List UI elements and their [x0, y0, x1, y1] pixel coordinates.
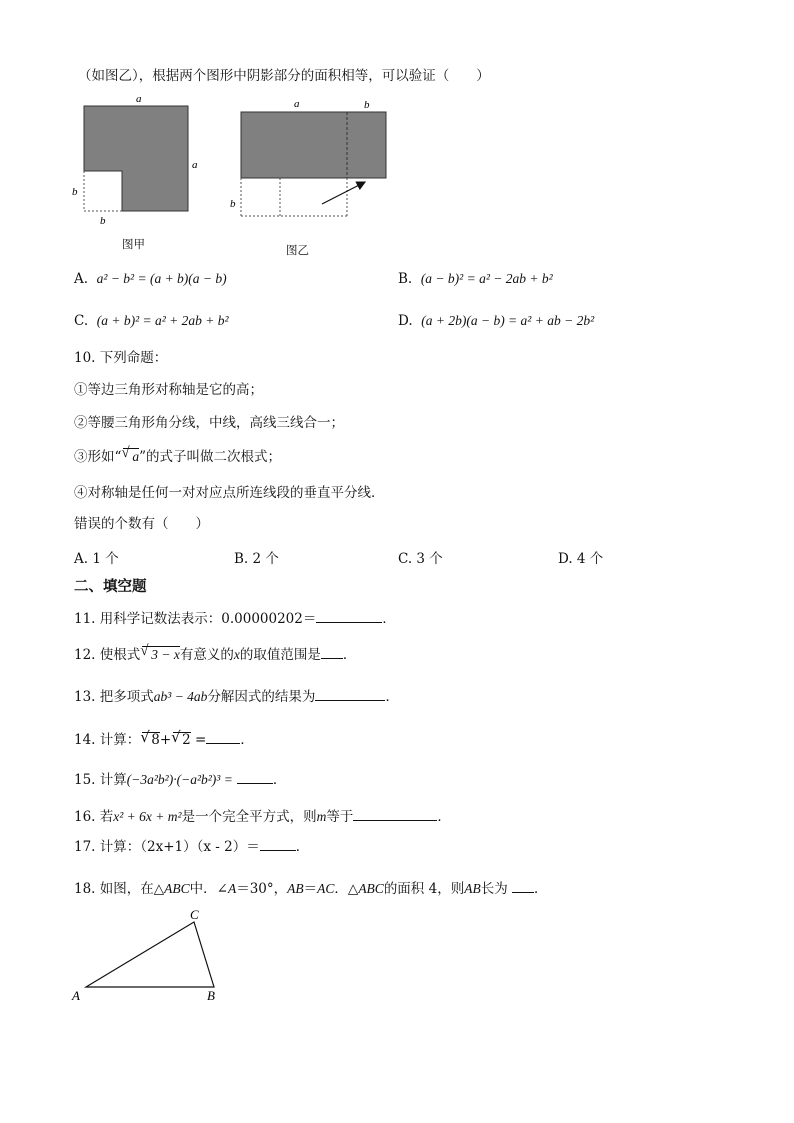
q15-pre: 15. 计算: [74, 772, 127, 788]
q17-end: ．: [295, 839, 310, 855]
q10-option-c: C. 3 个: [398, 551, 443, 567]
q18-text-2: 中．∠: [189, 881, 228, 897]
q16-pre: 16. 若: [74, 809, 114, 825]
answer-blank: [315, 688, 385, 701]
q14-end: ．: [240, 732, 254, 748]
fig-jia-label-a-top: a: [136, 93, 142, 105]
option-formula: (a − b)² = a² − 2ab + b²: [420, 271, 553, 286]
q12: [74, 646, 356, 664]
answer-blank: [260, 838, 296, 851]
q18-ac: AC: [317, 881, 335, 896]
answer-blank: [512, 880, 534, 893]
q18-end: ．: [534, 881, 548, 897]
q13-expr: ab³ − 4ab: [153, 689, 208, 704]
q10-p3-pre: ③形如“: [74, 449, 122, 465]
answer-blank: [321, 646, 343, 659]
fig-jia-label-a-right: a: [192, 159, 198, 171]
q15: [74, 771, 286, 789]
q16-post: 等于: [326, 809, 354, 825]
fig-yi-label-b-left: b: [230, 198, 236, 210]
triangle-abc: [86, 922, 214, 987]
fig-yi-caption: 图乙: [286, 243, 309, 257]
q10-proposition-1: ①等边三角形对称轴是它的高；: [74, 382, 263, 398]
q9-stem: （如图乙），根据两个图形中阴影部分的面积相等，可以验证（ ）: [78, 68, 490, 84]
q18-text-6: 的面积 4，则: [383, 881, 465, 897]
q11-text: 11. 用科学记数法表示：0.00000202＝: [74, 611, 317, 627]
q10-ask: 错误的个数有（ ）: [74, 516, 209, 532]
q18-text-7: 长为: [480, 881, 512, 897]
fig-yi-arrow: [322, 182, 365, 204]
option-formula: (a + b)² = a² + 2ab + b²: [96, 313, 229, 328]
triangle-figure: [66, 906, 236, 1008]
fig-jia-label-b-bottom: b: [100, 215, 106, 227]
q12-post: 的取值范围是: [239, 647, 321, 663]
answer-blank: [353, 808, 437, 821]
q16-end: ．: [437, 809, 451, 825]
option-formula: a² − b² = (a + b)(a − b): [96, 271, 227, 286]
q16-expr: x² + 6x + m²: [113, 809, 182, 824]
answer-blank: [237, 771, 273, 784]
option-letter: A.: [74, 271, 89, 287]
vertex-label-b: B: [207, 988, 215, 1003]
q10-option-a: A. 1 个: [74, 551, 119, 567]
q11-end: ．: [382, 611, 396, 627]
fig-yi-shaded: [241, 112, 386, 178]
q15-end: ．: [272, 772, 287, 788]
q15-expr: (−3a²b²)·(−a²b²)³ =: [126, 772, 233, 787]
answer-blank: [206, 731, 240, 744]
q14: [74, 731, 254, 749]
option-formula: (a + 2b)(a − b) = a² + ab − 2b²: [421, 313, 595, 328]
q18-abc: ABC: [164, 881, 190, 896]
q10-proposition-2: ②等腰三角形角分线，中线，高线三线合一；: [74, 415, 344, 431]
fig-jia-label-b-left: b: [72, 186, 78, 198]
fig-jia-shaded: [84, 106, 188, 211]
q18-angle-a: A: [227, 881, 237, 896]
q16-var: m: [316, 809, 327, 824]
q17-text: 17. 计算：（2x+1）（x - 2）＝: [74, 839, 260, 855]
option-letter: D.: [398, 313, 413, 329]
answer-blank: [316, 610, 382, 623]
option-letter: B.: [398, 271, 413, 287]
q13-post: 分解因式的结果为: [207, 689, 316, 705]
q12-mid: 有意义的: [179, 647, 234, 663]
q9-option-b: [398, 271, 553, 287]
q13: [74, 688, 399, 706]
option-letter: C.: [74, 313, 89, 329]
q12-var: x: [233, 647, 240, 662]
vertex-label-c: C: [190, 907, 199, 922]
vertex-label-a: A: [72, 988, 80, 1003]
section-fill-in-title: 二、填空题: [74, 578, 147, 595]
q13-end: ．: [385, 689, 399, 705]
q9-option-a: [74, 271, 227, 287]
q18-ab-2: AB: [464, 881, 481, 896]
q12-pre: 12. 使根式: [74, 647, 141, 663]
q18-text-1: 18. 如图，在△: [74, 881, 165, 897]
q14-pre: 14. 计算：: [74, 732, 141, 748]
q13-pre: 13. 把多项式: [74, 689, 154, 705]
q16: [74, 808, 451, 826]
q18-text-5: ．△: [334, 881, 359, 897]
q9-option-c: [74, 313, 229, 329]
q12-end: ．: [342, 647, 357, 663]
q10-option-d: D. 4 个: [558, 551, 604, 567]
q14-eq: =: [190, 732, 207, 748]
q9-option-d: [398, 313, 594, 329]
figure-yi: [228, 94, 398, 224]
fig-yi-label-a: a: [294, 98, 300, 110]
q16-mid: 是一个完全平方式，则: [181, 809, 317, 825]
sqrt-2: √ 2: [173, 732, 191, 748]
fig-yi-label-b-top: b: [364, 99, 370, 111]
figure-jia: [64, 88, 214, 228]
q17: [74, 838, 309, 856]
fig-jia-caption: 图甲: [122, 237, 145, 251]
q10-p3-post: ”的式子叫做二次根式；: [139, 449, 282, 465]
q18-text-4: ＝: [303, 881, 318, 897]
q18-abc-2: ABC: [358, 881, 384, 896]
q14-plus: +: [159, 732, 172, 748]
q10-proposition-3: [74, 448, 281, 466]
q18-text-3: ＝30°，: [236, 881, 288, 897]
q11: [74, 610, 396, 628]
sqrt-a: √ a: [123, 448, 139, 464]
q10-option-b: B. 2 个: [234, 551, 279, 567]
q18: [74, 880, 548, 898]
q18-ab: AB: [287, 881, 304, 896]
sqrt-8: √ 8: [142, 732, 160, 748]
q10-proposition-4: ④对称轴是任何一对对应点所连线段的垂直平分线．: [74, 485, 385, 501]
q10-stem: 10. 下列命题：: [74, 350, 168, 366]
sqrt-3-minus-x: √ 3 − x: [142, 646, 180, 662]
